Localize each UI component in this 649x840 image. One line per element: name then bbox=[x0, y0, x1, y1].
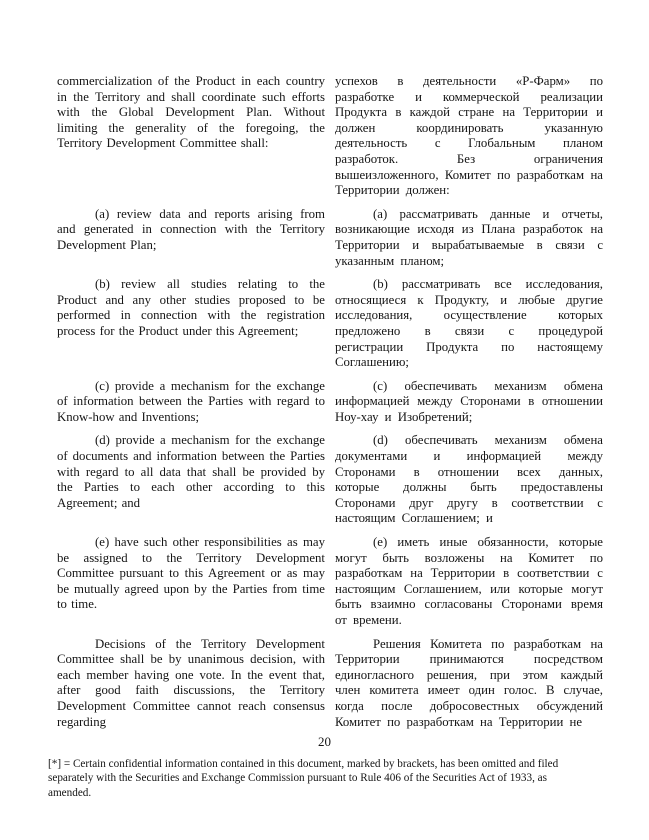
en-clause-e: (e) have such other responsibilities as may be assigned to the Territory Development Committee pursuant to this Agreement or as may be mutually agreed upon by the Parties from time to time. bbox=[57, 535, 325, 612]
footnote-line: amended. bbox=[48, 786, 92, 799]
en-para-decisions: Decisions of the Territory Development Committee shall be by unanimous decision, with each member having one vote. In the event that, after good faith discussions, the Territory Development Committee cannot reach consensus regarding bbox=[57, 636, 325, 729]
footnote-line: [*] = Certain confidential information contained in this document, marked by brackets, has been omitted and filed bbox=[48, 758, 559, 770]
ru-clause-c: (с) обеспечивать механизм обмена информацией между Сторонами в отношении Ноу-хау и Изобретений; bbox=[335, 378, 603, 424]
ru-clause-a: (а) рассматривать данные и отчеты, возникающие исходя из Плана разработок на Территории и вырабатываемые в связи с указанным планом; bbox=[335, 206, 603, 268]
ru-clause-e: (е) иметь иные обязанности, которые могут быть возложены на Комитет по разработкам на Территории в соответствии с настоящим Соглашением, или которые могут быть взаимно согласованы Сторонами время от времени. bbox=[335, 535, 603, 627]
ru-para-decisions: Решения Комитета по разработкам на Территории принимаются посредством единогласного решения, при этом каждый член комитета имеет один голос. В случае, когда после добросовестных обсуждений Комитет по разработкам на Территории не bbox=[335, 636, 603, 729]
en-clause-d: (d) provide a mechanism for the exchange of documents and information between the Parties with regard to all data that shall be provided by the Parties to each other according to this Agreement; and bbox=[57, 433, 325, 510]
ru-clause-b: (b) рассматривать все исследования, относящиеся к Продукту, и любые другие исследования, осуществление которых предложено в связи с процедурой регистрации Продукта по настоящему Соглашению; bbox=[335, 277, 603, 370]
en-clause-b: (b) review all studies relating to the Product and any other studies proposed to be performed in connection with the registration process for the Product under this Agreement; bbox=[57, 277, 325, 338]
ru-clause-d: (d) обеспечивать механизм обмена документами и информацией между Сторонами в отношении всех данных, которые должны быть предоставлены Сторонами друг другу в соответствии с настоящим Соглашением; и bbox=[335, 433, 603, 526]
ru-para-intro: успехов в деятельности «Р-Фарм» по разработке и коммерческой реализации Продукта в каждой стране на Территории и должен координировать указанную деятельность с Глобальным планом разработок. Без ограничения вышеизложенного, Комитет по разработкам на Территории должен: bbox=[335, 74, 603, 198]
confidentiality-footnote bbox=[48, 757, 605, 800]
en-para-intro: commercialization of the Product in each country in the Territory and shall coordinate such efforts with the Global Development Plan. Without limiting the generality of the foregoing, the Territory Development Committee shall: bbox=[57, 74, 325, 151]
footnote-line: separately with the Securities and Exchange Commission pursuant to Rule 406 of the Securities Act of 1933, as bbox=[48, 772, 547, 785]
en-clause-c: (c) provide a mechanism for the exchange of information between the Parties with regard to Know-how and Inventions; bbox=[57, 378, 325, 424]
page-number: 20 bbox=[318, 734, 331, 749]
en-clause-a: (a) review data and reports arising from and generated in connection with the Territory Development Plan; bbox=[57, 206, 325, 252]
bilingual-columns bbox=[57, 74, 603, 730]
